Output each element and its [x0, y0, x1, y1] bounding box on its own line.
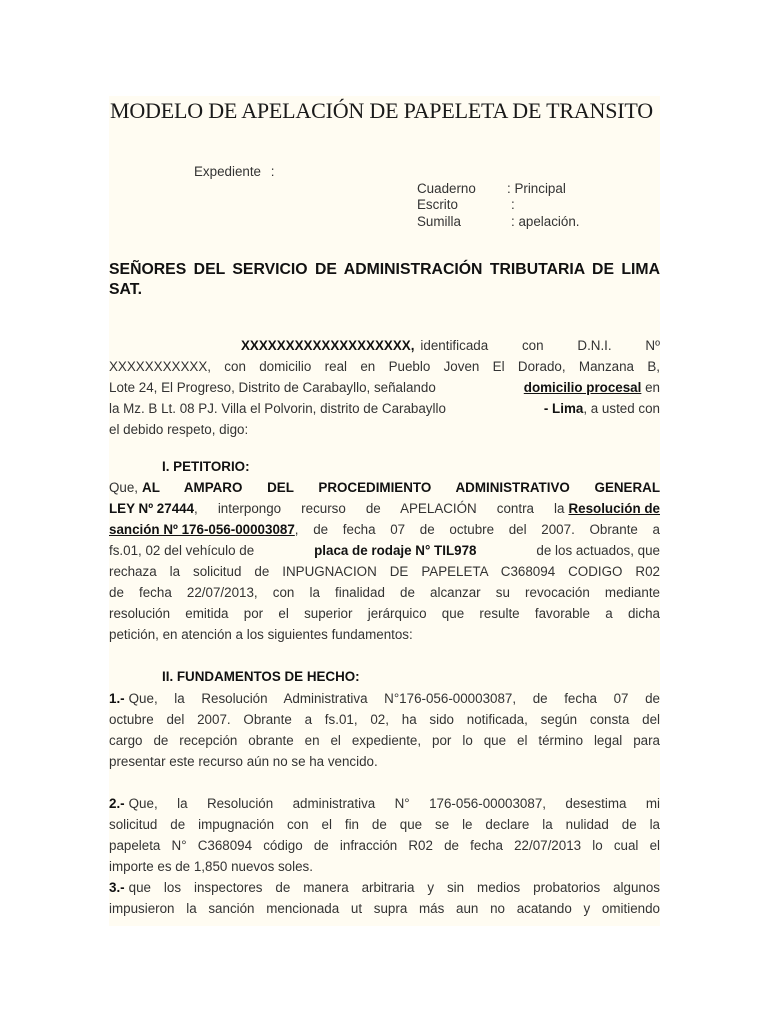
escrito-value: : [511, 197, 515, 212]
document-title: MODELO DE APELACIÓN DE PAPELETA DE TRANSITO [110, 98, 653, 123]
fundamentos-heading: II. FUNDAMENTOS DE HECHO: [162, 669, 360, 684]
intro-line-4-end: , a usted con [583, 401, 660, 416]
intro-lima: - Lima [543, 401, 584, 416]
sumilla-label: Sumilla [417, 214, 461, 229]
petitorio-line-6-text: de fecha 22/07/2013, con la finalidad de alcanzar su revocación mediante [109, 585, 660, 600]
fundamento-2-text-1: Que, la Resolución administrativa N° 176-056-00003087, desestima mi [128, 796, 660, 811]
addressee-heading: SEÑORES DEL SERVICIO DE ADMINISTRACIÓN TRIBUTARIA DE LIMA SAT. [109, 261, 660, 298]
intro-line-1-text: identificada con D.N.I. Nº [420, 338, 660, 353]
fundamento-1-line-4 [109, 751, 660, 772]
fundamento-3-line-2 [109, 898, 660, 919]
petitorio-line-6 [109, 582, 660, 603]
petitorio-line-7 [109, 603, 660, 624]
fundamento-1-text-1: Que, la Resolución Administrativa N°176-056-00003087, de fecha 07 de [128, 691, 660, 706]
petitorio-line-1-que: Que, [109, 480, 139, 495]
fundamento-2-line-4 [109, 856, 660, 877]
fundamento-2-text-4: importe es de 1,850 nuevos soles. [109, 859, 313, 874]
applicant-name: XXXXXXXXXXXXXXXXXXX, [241, 338, 415, 353]
expediente-field [194, 163, 274, 180]
intro-line-2 [109, 356, 660, 377]
ley-number: LEY Nº 27444 [109, 501, 195, 516]
petitorio-line-3 [109, 519, 660, 540]
fundamento-2-text-3: papeleta N° C368094 código de infracción R02 de fecha 22/07/2013 lo cual el [109, 838, 660, 853]
fundamento-1-line-3 [109, 730, 660, 751]
intro-line-3 [109, 377, 660, 398]
fundamento-2-line-2 [109, 814, 660, 835]
intro-line-5 [109, 419, 660, 440]
intro-line-5-text: el debido respeto, digo: [109, 422, 249, 437]
fundamento-1-text-4: presentar este recurso aún no se ha vencido. [109, 754, 378, 769]
document-page [109, 96, 660, 926]
intro-line-2-text: XXXXXXXXXXX, con domicilio real en Pueblo Joven El Dorado, Manzana B, [109, 359, 660, 374]
cuaderno-label: Cuaderno [417, 181, 476, 196]
fundamento-3-text-1: que los inspectores de manera arbitraria y sin medios probatorios algunos [128, 880, 660, 895]
petitorio-line-4 [109, 540, 660, 561]
petitorio-line-4-text: fs.01, 02 del vehículo de [109, 543, 255, 558]
petitorio-line-4-end: de los actuados, que [536, 543, 660, 558]
fundamento-3-text-2: impusieron la sanción mencionada ut supra más aun no acatando y omitiendo [109, 901, 660, 916]
fundamento-1-line-1 [109, 688, 660, 709]
petitorio-line-8-text: petición, en atención a los siguientes fundamentos: [109, 627, 413, 642]
fundamento-2-line-3 [109, 835, 660, 856]
petitorio-line-5 [109, 561, 660, 582]
cuaderno-field [417, 180, 566, 197]
fundamento-3-line-1 [109, 877, 660, 898]
resolucion-link-a: Resolución de [568, 501, 660, 516]
fundamento-1-line-2 [109, 709, 660, 730]
intro-line-1 [241, 335, 660, 356]
petitorio-line-2-text: , interpongo recurso de APELACIÓN contra la [194, 501, 565, 516]
fundamento-1-text-2: octubre del 2007. Obrante a fs.01, 02, ha sido notificada, según consta del [109, 712, 660, 727]
intro-line-3-text: Lote 24, El Progreso, Distrito de Carabayllo, señalando [109, 380, 436, 395]
fundamento-2-text-2: solicitud de impugnación con el fin de que se le declare la nulidad de la [109, 817, 660, 832]
fundamento-2-number: 2.- [109, 796, 125, 811]
escrito-field [417, 196, 515, 213]
petitorio-line-8 [109, 624, 660, 645]
petitorio-line-7-text: resolución emitida por el superior jerárquico que resulte favorable a dicha [109, 606, 660, 621]
intro-line-3-end: en [645, 380, 660, 395]
petitorio-line-2 [109, 498, 660, 519]
intro-line-4-text: la Mz. B Lt. 08 PJ. Villa el Polvorin, distrito de Carabayllo [109, 401, 446, 416]
expediente-colon: : [270, 164, 275, 179]
placa-rodaje: placa de rodaje N° TIL978 [314, 543, 477, 558]
expediente-label: Expediente [194, 164, 262, 179]
intro-line-4 [109, 398, 660, 419]
fundamento-3-number: 3.- [109, 880, 125, 895]
fundamento-1-text-3: cargo de recepción obrante en el expediente, por lo que el término legal para [109, 733, 660, 748]
escrito-label: Escrito [417, 197, 458, 212]
domicilio-procesal-link: domicilio procesal [523, 380, 642, 395]
petitorio-line-1-bold: AL AMPARO DEL PROCEDIMIENTO ADMINISTRATIVO GENERAL [142, 480, 660, 495]
petitorio-line-1 [109, 477, 660, 498]
petitorio-heading: I. PETITORIO: [162, 459, 250, 474]
fundamento-1-number: 1.- [109, 691, 125, 706]
cuaderno-value: : Principal [507, 181, 566, 196]
petitorio-line-3-text: , de fecha 07 de octubre del 2007. Obrante a [294, 522, 660, 537]
sumilla-field [417, 213, 580, 230]
fundamento-2-line-1 [109, 793, 660, 814]
sumilla-value: : apelación. [511, 214, 580, 229]
resolucion-link-b: sanción Nº 176-056-00003087 [109, 522, 295, 537]
petitorio-line-5-text: rechaza la solicitud de INPUGNACION DE PAPELETA C368094 CODIGO R02 [109, 564, 660, 579]
